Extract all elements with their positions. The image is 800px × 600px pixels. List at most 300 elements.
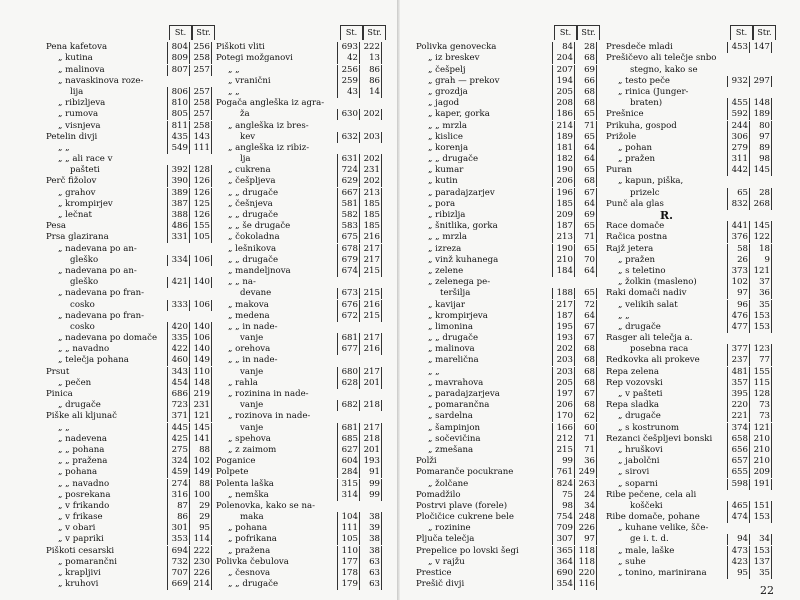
index-entry bbox=[216, 98, 382, 109]
entry-page: 121 bbox=[189, 411, 212, 422]
entry-page: 37 bbox=[749, 277, 772, 288]
entry-number: 679 bbox=[337, 255, 359, 266]
entry-name: Polivka čebulova bbox=[216, 556, 289, 567]
index-entry bbox=[416, 400, 597, 411]
entry-page: 145 bbox=[749, 165, 772, 176]
index-entry bbox=[46, 333, 212, 344]
index-entry bbox=[416, 199, 597, 210]
entry-name: Piškoti vliti bbox=[216, 42, 265, 53]
entry-page: 203 bbox=[359, 132, 382, 143]
index-entry bbox=[216, 154, 382, 165]
entry-page: 18 bbox=[749, 244, 772, 255]
entry-number: 307 bbox=[552, 534, 574, 545]
entry-number: 376 bbox=[727, 232, 749, 243]
entry-number: 656 bbox=[727, 445, 749, 456]
entry-name: „ soparni bbox=[618, 478, 658, 489]
entry-number: 314 bbox=[337, 490, 359, 501]
index-entry bbox=[216, 456, 382, 467]
index-entry bbox=[606, 98, 772, 109]
entry-page: 77 bbox=[749, 355, 772, 366]
entry-number: 86 bbox=[167, 512, 189, 523]
entry-page: 105 bbox=[189, 232, 212, 243]
entry-number: 806 bbox=[167, 87, 189, 98]
entry-number: 178 bbox=[337, 568, 359, 579]
entry-number: 212 bbox=[552, 434, 574, 445]
entry-number: 316 bbox=[167, 490, 189, 501]
index-entry bbox=[46, 344, 212, 355]
entry-name: Prešič divji bbox=[416, 579, 465, 590]
index-entry bbox=[216, 76, 382, 87]
index-entry bbox=[416, 579, 597, 590]
index-entry bbox=[216, 411, 382, 422]
entry-name: prizelc bbox=[630, 187, 660, 198]
entry-name: „ kavijar bbox=[428, 299, 466, 310]
entry-page: 106 bbox=[189, 255, 212, 266]
entry-name: „ grahov bbox=[58, 187, 96, 198]
index-entry bbox=[606, 411, 772, 422]
entry-page: 231 bbox=[189, 400, 212, 411]
entry-page: 191 bbox=[749, 479, 772, 490]
index-entry bbox=[416, 120, 597, 131]
entry-name: Ribe pečene, cela ali bbox=[606, 489, 697, 500]
entry-page: 66 bbox=[574, 76, 597, 87]
index-entry bbox=[606, 311, 772, 322]
entry-name: „ s kostrunom bbox=[618, 422, 680, 433]
entry-number: 474 bbox=[727, 512, 749, 523]
index-entry bbox=[606, 557, 772, 568]
index-entry bbox=[416, 187, 597, 198]
index-entry bbox=[216, 355, 382, 366]
entry-page: 106 bbox=[189, 300, 212, 311]
right-page-column-1 bbox=[416, 42, 597, 590]
entry-number: 682 bbox=[337, 400, 359, 411]
entry-number: 377 bbox=[727, 344, 749, 355]
entry-name: „ marelična bbox=[428, 355, 479, 366]
index-entry bbox=[46, 299, 212, 310]
index-entry bbox=[216, 53, 382, 64]
entry-number: 195 bbox=[552, 322, 574, 333]
entry-number: 182 bbox=[552, 154, 574, 165]
entry-page: 153 bbox=[749, 512, 772, 523]
entry-page: 89 bbox=[749, 143, 772, 154]
index-entry bbox=[416, 490, 597, 501]
entry-name: Polenta laška bbox=[216, 478, 274, 489]
entry-page: 68 bbox=[574, 355, 597, 366]
entry-page: 97 bbox=[749, 132, 772, 143]
index-entry bbox=[46, 221, 212, 232]
entry-name: ža bbox=[240, 109, 250, 120]
entry-page: 218 bbox=[359, 434, 382, 445]
index-entry bbox=[46, 523, 212, 534]
entry-name: „ pražen bbox=[618, 254, 656, 265]
index-entry bbox=[416, 277, 597, 288]
index-entry bbox=[416, 557, 597, 568]
index-entry bbox=[416, 322, 597, 333]
entry-name: „ mandeljnova bbox=[228, 265, 291, 276]
index-entry bbox=[606, 299, 772, 310]
entry-page: 118 bbox=[574, 546, 597, 557]
entry-page: 111 bbox=[189, 143, 212, 154]
entry-page: 100 bbox=[189, 490, 212, 501]
index-entry bbox=[606, 478, 772, 489]
entry-name: Pločičice cukrene bele bbox=[416, 512, 514, 523]
index-entry bbox=[416, 434, 597, 445]
entry-name: „ „ pohana bbox=[58, 444, 105, 455]
entry-name: „ posrekana bbox=[58, 489, 111, 500]
entry-name: „ „ na- bbox=[228, 277, 256, 288]
entry-name: „ sardelna bbox=[428, 411, 473, 422]
entry-page: 97 bbox=[574, 534, 597, 545]
index-entry bbox=[416, 232, 597, 243]
entry-name: Prepelice po lovski šegi bbox=[416, 545, 519, 556]
entry-page: 68 bbox=[574, 87, 597, 98]
entry-page: 98 bbox=[749, 154, 772, 165]
index-entry bbox=[606, 243, 772, 254]
entry-number: 455 bbox=[727, 98, 749, 109]
entry-page: 69 bbox=[574, 210, 597, 221]
entry-page: 125 bbox=[189, 199, 212, 210]
index-entry bbox=[416, 366, 597, 377]
entry-page: 155 bbox=[189, 221, 212, 232]
entry-page: 218 bbox=[359, 400, 382, 411]
entry-number: 105 bbox=[337, 534, 359, 545]
index-entry bbox=[216, 255, 382, 266]
entry-page: 60 bbox=[574, 423, 597, 434]
index-entry bbox=[416, 467, 597, 478]
entry-name: lja bbox=[240, 154, 251, 165]
entry-name: „ nadevana po an- bbox=[58, 265, 137, 276]
entry-page: 72 bbox=[574, 300, 597, 311]
entry-page: 114 bbox=[189, 534, 212, 545]
index-entry bbox=[216, 378, 382, 389]
entry-name: vanje bbox=[240, 422, 264, 433]
entry-name: „ „ drugače bbox=[228, 254, 279, 265]
entry-number: 185 bbox=[552, 199, 574, 210]
entry-name: „ „ bbox=[228, 64, 240, 75]
entry-page: 256 bbox=[189, 42, 212, 53]
index-entry bbox=[606, 501, 772, 512]
entry-number: 420 bbox=[167, 322, 189, 333]
entry-page: 189 bbox=[749, 109, 772, 120]
index-entry bbox=[46, 120, 212, 131]
entry-name: Repa zelena bbox=[606, 366, 660, 377]
index-entry bbox=[216, 333, 382, 344]
entry-number: 177 bbox=[337, 557, 359, 568]
entry-page: 35 bbox=[749, 568, 772, 579]
entry-number: 42 bbox=[337, 53, 359, 64]
index-entry bbox=[606, 534, 772, 545]
index-entry bbox=[606, 109, 772, 120]
left-page-column-header-2 bbox=[340, 25, 386, 40]
entry-page: 67 bbox=[574, 389, 597, 400]
entry-number: 371 bbox=[167, 411, 189, 422]
entry-number: 306 bbox=[727, 132, 749, 143]
index-entry bbox=[46, 579, 212, 590]
entry-number: 110 bbox=[337, 546, 359, 557]
entry-page: 140 bbox=[189, 344, 212, 355]
index-entry bbox=[416, 154, 597, 165]
entry-number: 627 bbox=[337, 445, 359, 456]
page-number: 22 bbox=[760, 584, 774, 597]
entry-number: 389 bbox=[167, 188, 189, 199]
entry-name: „ žolčane bbox=[428, 478, 469, 489]
index-entry bbox=[46, 490, 212, 501]
entry-name: Race domače bbox=[606, 221, 665, 232]
entry-name: „ nadevana po domače bbox=[58, 333, 158, 344]
entry-number: 423 bbox=[727, 557, 749, 568]
right-page-column-header-2 bbox=[730, 25, 776, 40]
index-entry bbox=[46, 389, 212, 400]
index-entry bbox=[606, 333, 772, 344]
entry-number: 673 bbox=[337, 288, 359, 299]
index-entry bbox=[416, 299, 597, 310]
entry-number: 454 bbox=[167, 378, 189, 389]
entry-page: 201 bbox=[359, 445, 382, 456]
entry-name: „ drugače bbox=[58, 400, 101, 411]
entry-name: „ telečja pohana bbox=[58, 355, 129, 366]
entry-name: „ „ bbox=[58, 422, 70, 433]
entry-number: 690 bbox=[552, 568, 574, 579]
entry-name: „ šampinjon bbox=[428, 422, 481, 433]
entry-page: 71 bbox=[574, 121, 597, 132]
index-entry bbox=[606, 76, 772, 87]
entry-page: 9 bbox=[749, 255, 772, 266]
entry-name: „ „ drugače bbox=[428, 333, 479, 344]
index-entry bbox=[216, 109, 382, 120]
index-entry bbox=[606, 467, 772, 478]
entry-page: 263 bbox=[574, 479, 597, 490]
entry-name: Ribe domače, pohane bbox=[606, 512, 700, 523]
entry-page: 34 bbox=[749, 534, 772, 545]
entry-number: 932 bbox=[727, 76, 749, 87]
entry-name: „ „ bbox=[618, 310, 630, 321]
entry-page: 230 bbox=[189, 557, 212, 568]
entry-name: Prsut bbox=[46, 366, 70, 377]
entry-page: 185 bbox=[359, 199, 382, 210]
entry-name: „ kutina bbox=[58, 53, 93, 64]
index-entry bbox=[606, 255, 772, 266]
entry-name: „ z zaimom bbox=[228, 444, 277, 455]
entry-name: Polivka genovecka bbox=[416, 42, 497, 53]
number-header: St. bbox=[340, 25, 363, 40]
index-entry bbox=[606, 266, 772, 277]
entry-page: 123 bbox=[749, 344, 772, 355]
entry-number: 357 bbox=[727, 378, 749, 389]
index-entry bbox=[46, 232, 212, 243]
entry-number: 707 bbox=[167, 568, 189, 579]
entry-number: 810 bbox=[167, 98, 189, 109]
entry-name: „ pražena bbox=[228, 545, 271, 556]
entry-name: „ kruhovi bbox=[58, 579, 99, 590]
entry-name: „ rozinine bbox=[428, 523, 471, 534]
entry-number: 809 bbox=[167, 53, 189, 64]
entry-name: Pomadžilo bbox=[416, 489, 461, 500]
index-entry bbox=[216, 64, 382, 75]
entry-page: 126 bbox=[189, 210, 212, 221]
entry-name: „ v frikase bbox=[58, 512, 103, 523]
entry-number: 58 bbox=[727, 244, 749, 255]
entry-page: 145 bbox=[189, 423, 212, 434]
entry-number: 805 bbox=[167, 109, 189, 120]
entry-page: 91 bbox=[359, 467, 382, 478]
entry-page: 128 bbox=[189, 165, 212, 176]
entry-page: 149 bbox=[189, 467, 212, 478]
entry-number: 686 bbox=[167, 389, 189, 400]
entry-page: 34 bbox=[574, 501, 597, 512]
entry-page: 65 bbox=[574, 244, 597, 255]
entry-page: 67 bbox=[574, 188, 597, 199]
entry-page: 257 bbox=[189, 109, 212, 120]
index-entry bbox=[606, 322, 772, 333]
entry-number: 477 bbox=[727, 322, 749, 333]
entry-name: „ vranični bbox=[228, 75, 271, 86]
entry-number: 206 bbox=[552, 400, 574, 411]
entry-number: 395 bbox=[727, 389, 749, 400]
entry-name: Pinica bbox=[46, 389, 73, 399]
entry-page: 73 bbox=[749, 411, 772, 422]
index-entry bbox=[46, 109, 212, 120]
index-entry bbox=[46, 176, 212, 187]
entry-page: 99 bbox=[359, 490, 382, 501]
entry-number: 807 bbox=[167, 65, 189, 76]
entry-name: pašteti bbox=[70, 165, 100, 176]
index-entry bbox=[416, 76, 597, 87]
entry-page: 201 bbox=[359, 378, 382, 389]
entry-page: 215 bbox=[359, 266, 382, 277]
entry-page: 216 bbox=[359, 344, 382, 355]
entry-name: posebna raca bbox=[630, 344, 689, 355]
entry-page: 231 bbox=[359, 165, 382, 176]
entry-number: 804 bbox=[167, 42, 189, 53]
entry-name: Pesa bbox=[46, 221, 67, 232]
index-entry bbox=[216, 132, 382, 143]
entry-number: 460 bbox=[167, 355, 189, 366]
entry-page: 216 bbox=[359, 300, 382, 311]
entry-name: „ kutin bbox=[428, 176, 458, 187]
entry-name: „ grah — prekov bbox=[428, 75, 500, 86]
index-entry bbox=[46, 557, 212, 568]
entry-number: 681 bbox=[337, 333, 359, 344]
entry-page: 63 bbox=[359, 579, 382, 590]
index-entry bbox=[46, 199, 212, 210]
entry-number: 761 bbox=[552, 467, 574, 478]
entry-name: „ krapljivi bbox=[58, 568, 101, 578]
entry-number: 724 bbox=[337, 165, 359, 176]
index-entry bbox=[46, 501, 212, 512]
index-entry bbox=[46, 545, 212, 556]
entry-name: „ „ bbox=[58, 142, 70, 153]
entry-page: 64 bbox=[574, 154, 597, 165]
entry-name: „ česnova bbox=[228, 568, 271, 578]
entry-page: 88 bbox=[189, 445, 212, 456]
entry-name: gleško bbox=[70, 277, 99, 288]
entry-page: 126 bbox=[189, 176, 212, 187]
entry-name: Piške ali kljunač bbox=[46, 411, 117, 422]
entry-name: „ kislice bbox=[428, 131, 463, 142]
entry-number: 709 bbox=[552, 523, 574, 534]
entry-number: 324 bbox=[167, 456, 189, 467]
entry-name: Prsa glazirana bbox=[46, 232, 109, 243]
entry-page: 71 bbox=[574, 445, 597, 456]
entry-number: 256 bbox=[337, 65, 359, 76]
entry-name: Prešičevo ali telečje snbo bbox=[606, 53, 717, 64]
entry-name: „ „ pražena bbox=[58, 456, 108, 467]
entry-page: 210 bbox=[749, 445, 772, 456]
entry-page: 63 bbox=[359, 557, 382, 568]
entry-page: 217 bbox=[359, 255, 382, 266]
entry-name: Perč fižolov bbox=[46, 176, 97, 187]
entry-name: „ jagod bbox=[428, 98, 460, 109]
entry-number: 676 bbox=[337, 300, 359, 311]
index-entry bbox=[216, 232, 382, 243]
entry-page: 217 bbox=[359, 333, 382, 344]
entry-page: 73 bbox=[749, 400, 772, 411]
entry-page: 258 bbox=[189, 98, 212, 109]
number-header: St. bbox=[730, 25, 753, 40]
entry-name: lija bbox=[70, 86, 84, 97]
index-entry bbox=[416, 333, 597, 344]
entry-number: 334 bbox=[167, 255, 189, 266]
entry-name: „ zelene bbox=[428, 265, 464, 276]
entry-number: 335 bbox=[167, 333, 189, 344]
entry-number: 723 bbox=[167, 400, 189, 411]
entry-page: 38 bbox=[359, 534, 382, 545]
index-entry bbox=[606, 490, 772, 501]
entry-page: 88 bbox=[189, 479, 212, 490]
entry-number: 582 bbox=[337, 210, 359, 221]
entry-page: 116 bbox=[574, 579, 597, 590]
index-entry bbox=[606, 64, 772, 75]
entry-number: 390 bbox=[167, 176, 189, 187]
index-entry bbox=[416, 64, 597, 75]
entry-page: 68 bbox=[574, 176, 597, 187]
entry-name: „ paradajzarjev bbox=[428, 187, 495, 198]
entry-name: „ kaper, gorka bbox=[428, 109, 490, 120]
entry-name: „ male, laške bbox=[618, 545, 675, 556]
entry-name: „ korenja bbox=[428, 142, 469, 153]
entry-name: „ paradajzarjeva bbox=[428, 389, 500, 399]
entry-number: 824 bbox=[552, 479, 574, 490]
entry-name: „ rahla bbox=[228, 377, 258, 388]
entry-number: 96 bbox=[727, 300, 749, 311]
entry-number: 204 bbox=[552, 53, 574, 64]
index-entry bbox=[416, 545, 597, 556]
index-entry bbox=[216, 389, 382, 400]
index-entry bbox=[606, 378, 772, 389]
index-entry bbox=[606, 232, 772, 243]
entry-number: 365 bbox=[552, 546, 574, 557]
index-entry bbox=[216, 311, 382, 322]
index-entry bbox=[46, 288, 212, 299]
entry-page: 95 bbox=[189, 523, 212, 534]
index-entry bbox=[46, 366, 212, 377]
index-entry bbox=[216, 42, 382, 53]
right-page-column-header-1 bbox=[554, 25, 600, 40]
index-entry bbox=[606, 366, 772, 377]
entry-page: 153 bbox=[749, 311, 772, 322]
entry-name: Polpete bbox=[216, 467, 249, 478]
entry-number: 632 bbox=[337, 132, 359, 143]
index-entry bbox=[416, 512, 597, 523]
entry-page: 268 bbox=[749, 199, 772, 210]
entry-number: 658 bbox=[727, 434, 749, 445]
index-entry bbox=[416, 478, 597, 489]
entry-number: 581 bbox=[337, 199, 359, 210]
entry-page: 14 bbox=[359, 87, 382, 98]
entry-number: 583 bbox=[337, 221, 359, 232]
entry-page: 67 bbox=[574, 333, 597, 344]
index-entry bbox=[46, 154, 212, 165]
